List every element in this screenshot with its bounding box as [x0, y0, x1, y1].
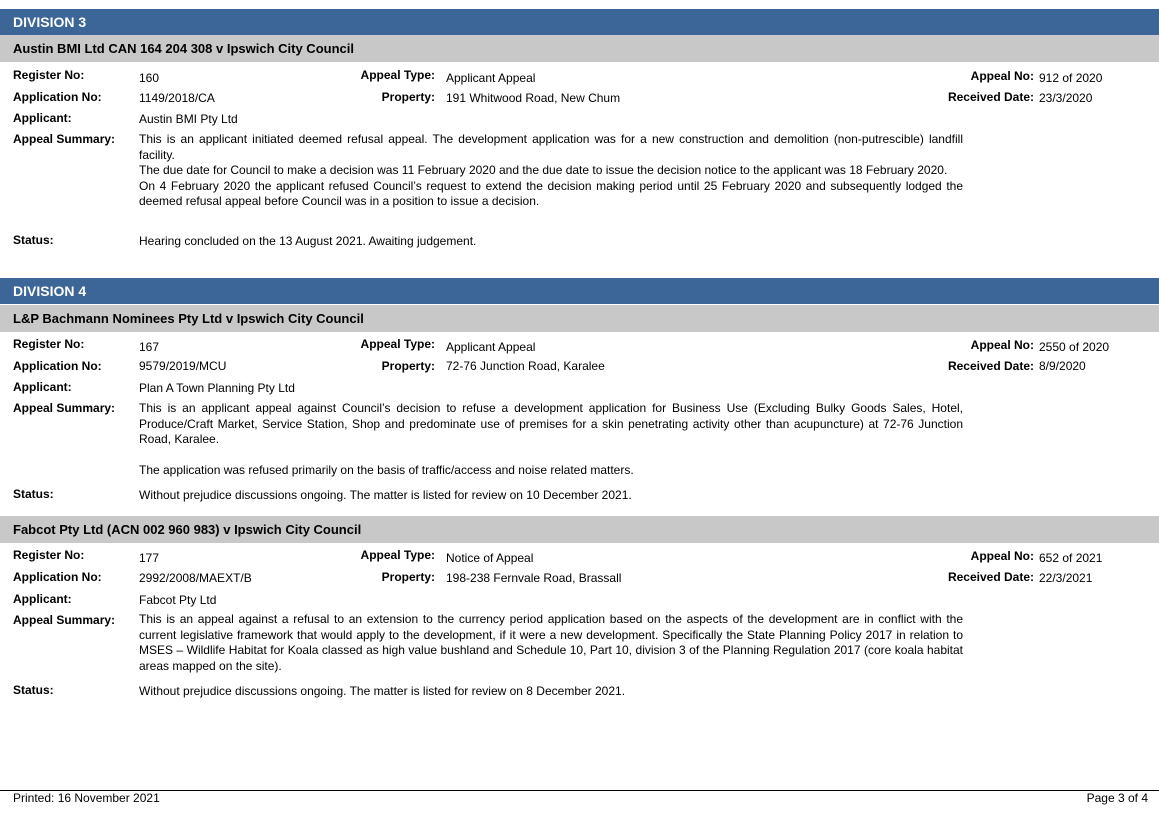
property-label: Property:	[381, 570, 435, 584]
register-no-label: Register No:	[13, 68, 85, 82]
case-title: Fabcot Pty Ltd (ACN 002 960 983) v Ipswich City Council	[0, 516, 1159, 543]
appeal-summary-text	[139, 401, 963, 479]
applicant-value: Austin BMI Pty Ltd	[139, 112, 238, 126]
page-number: Page 3 of 4	[1086, 791, 1148, 805]
applicant-label: Applicant:	[13, 111, 72, 125]
property-value: 191 Whitwood Road, New Chum	[446, 91, 621, 105]
summary-paragraph: The due date for Council to make a decision was 11 February 2020 and the due date to issue the decision notice to the applicant was 18 February 2020.	[139, 163, 948, 177]
register-no-value: 160	[139, 71, 160, 85]
application-no-value: 9579/2019/MCU	[139, 359, 227, 373]
status-label: Status:	[13, 683, 54, 697]
application-no-label: Application No:	[13, 359, 102, 373]
summary-paragraph: The application was refused primarily on the basis of traffic/access and noise related matters.	[139, 463, 634, 477]
appeal-no-label: Appeal No:	[970, 338, 1034, 352]
register-no-value: 167	[139, 340, 160, 354]
received-date-label: Received Date:	[947, 359, 1034, 373]
summary-paragraph: This is an appeal against a refusal to an extension to the currency period application based on the aspects of the development are in conflict with the current legislative framework that would apply to the development, if it were a new development. Specifically the State Planning Policy 2017 in relation to MSES – Wildlife Habitat for Koala classed as high value bushland and Schedule 10, Part 10, division 3 of the Planning Regulation 2017 (core koala habitat areas mapped on the site).	[139, 612, 963, 673]
applicant-value: Fabcot Pty Ltd	[139, 593, 217, 607]
appeal-type-label: Appeal Type:	[360, 68, 435, 82]
application-no-value: 2992/2008/MAEXT/B	[139, 571, 252, 585]
applicant-label: Applicant:	[13, 592, 72, 606]
case-title: Austin BMI Ltd CAN 164 204 308 v Ipswich City Council	[0, 35, 1159, 62]
status-value: Hearing concluded on the 13 August 2021. Awaiting judgement.	[139, 234, 477, 248]
summary-paragraph: This is an applicant initiated deemed refusal appeal. The development application was for a new construction and demolition (non-putrescible) landfill facility.	[139, 132, 963, 162]
appeal-type-value: Applicant Appeal	[446, 340, 536, 354]
received-date-value: 22/3/2021	[1039, 571, 1093, 585]
appeal-summary-label: Appeal Summary:	[13, 613, 116, 627]
application-no-label: Application No:	[13, 570, 102, 584]
received-date-value: 23/3/2020	[1039, 91, 1093, 105]
appeal-type-label: Appeal Type:	[360, 548, 435, 562]
division-header: DIVISION 3	[0, 9, 1159, 35]
summary-paragraph: This is an applicant appeal against Council’s decision to refuse a development application for Business Use (Excluding Bulky Goods Sales, Hotel, Produce/Craft Market, Service Station, Shop and predominate use of premises for a skin penetrating activity other than acupuncture) at 72-76 Junction Road, Karalee.	[139, 401, 963, 446]
appeal-type-value: Applicant Appeal	[446, 71, 536, 85]
appeal-no-value: 652 of 2021	[1039, 551, 1103, 565]
appeal-summary-text	[139, 612, 963, 674]
property-label: Property:	[381, 359, 435, 373]
applicant-label: Applicant:	[13, 380, 72, 394]
register-no-label: Register No:	[13, 548, 85, 562]
appeal-summary-label: Appeal Summary:	[13, 132, 116, 146]
received-date-value: 8/9/2020	[1039, 359, 1086, 373]
appeal-type-label: Appeal Type:	[360, 337, 435, 351]
application-no-label: Application No:	[13, 90, 102, 104]
appeal-type-value: Notice of Appeal	[446, 551, 534, 565]
appeal-no-label: Appeal No:	[970, 549, 1034, 563]
status-value: Without prejudice discussions ongoing. The matter is listed for review on 8 December 2021.	[139, 684, 626, 698]
status-value: Without prejudice discussions ongoing. The matter is listed for review on 10 December 2021.	[139, 488, 632, 502]
status-label: Status:	[13, 233, 54, 247]
property-value: 198-238 Fernvale Road, Brassall	[446, 571, 622, 585]
register-no-label: Register No:	[13, 337, 85, 351]
appeal-no-value: 912 of 2020	[1039, 71, 1103, 85]
case-title: L&P Bachmann Nominees Pty Ltd v Ipswich City Council	[0, 305, 1159, 332]
division-header: DIVISION 4	[0, 278, 1159, 304]
applicant-value: Plan A Town Planning Pty Ltd	[139, 381, 295, 395]
printed-date: Printed: 16 November 2021	[13, 791, 160, 805]
appeal-no-value: 2550 of 2020	[1039, 340, 1110, 354]
received-date-label: Received Date:	[947, 90, 1034, 104]
property-value: 72-76 Junction Road, Karalee	[446, 359, 605, 373]
summary-paragraph: On 4 February 2020 the applicant refused Council’s request to extend the decision making period until 25 February 2020 and subsequently lodged the deemed refusal appeal before Council was in a position to issue a decision.	[139, 178, 963, 208]
register-no-value: 177	[139, 551, 160, 565]
application-no-value: 1149/2018/CA	[139, 91, 215, 105]
footer-divider	[0, 790, 1159, 791]
appeal-summary-text	[139, 132, 963, 210]
property-label: Property:	[381, 90, 435, 104]
status-label: Status:	[13, 487, 54, 501]
received-date-label: Received Date:	[947, 570, 1034, 584]
appeal-no-label: Appeal No:	[970, 69, 1034, 83]
appeal-summary-label: Appeal Summary:	[13, 401, 116, 415]
